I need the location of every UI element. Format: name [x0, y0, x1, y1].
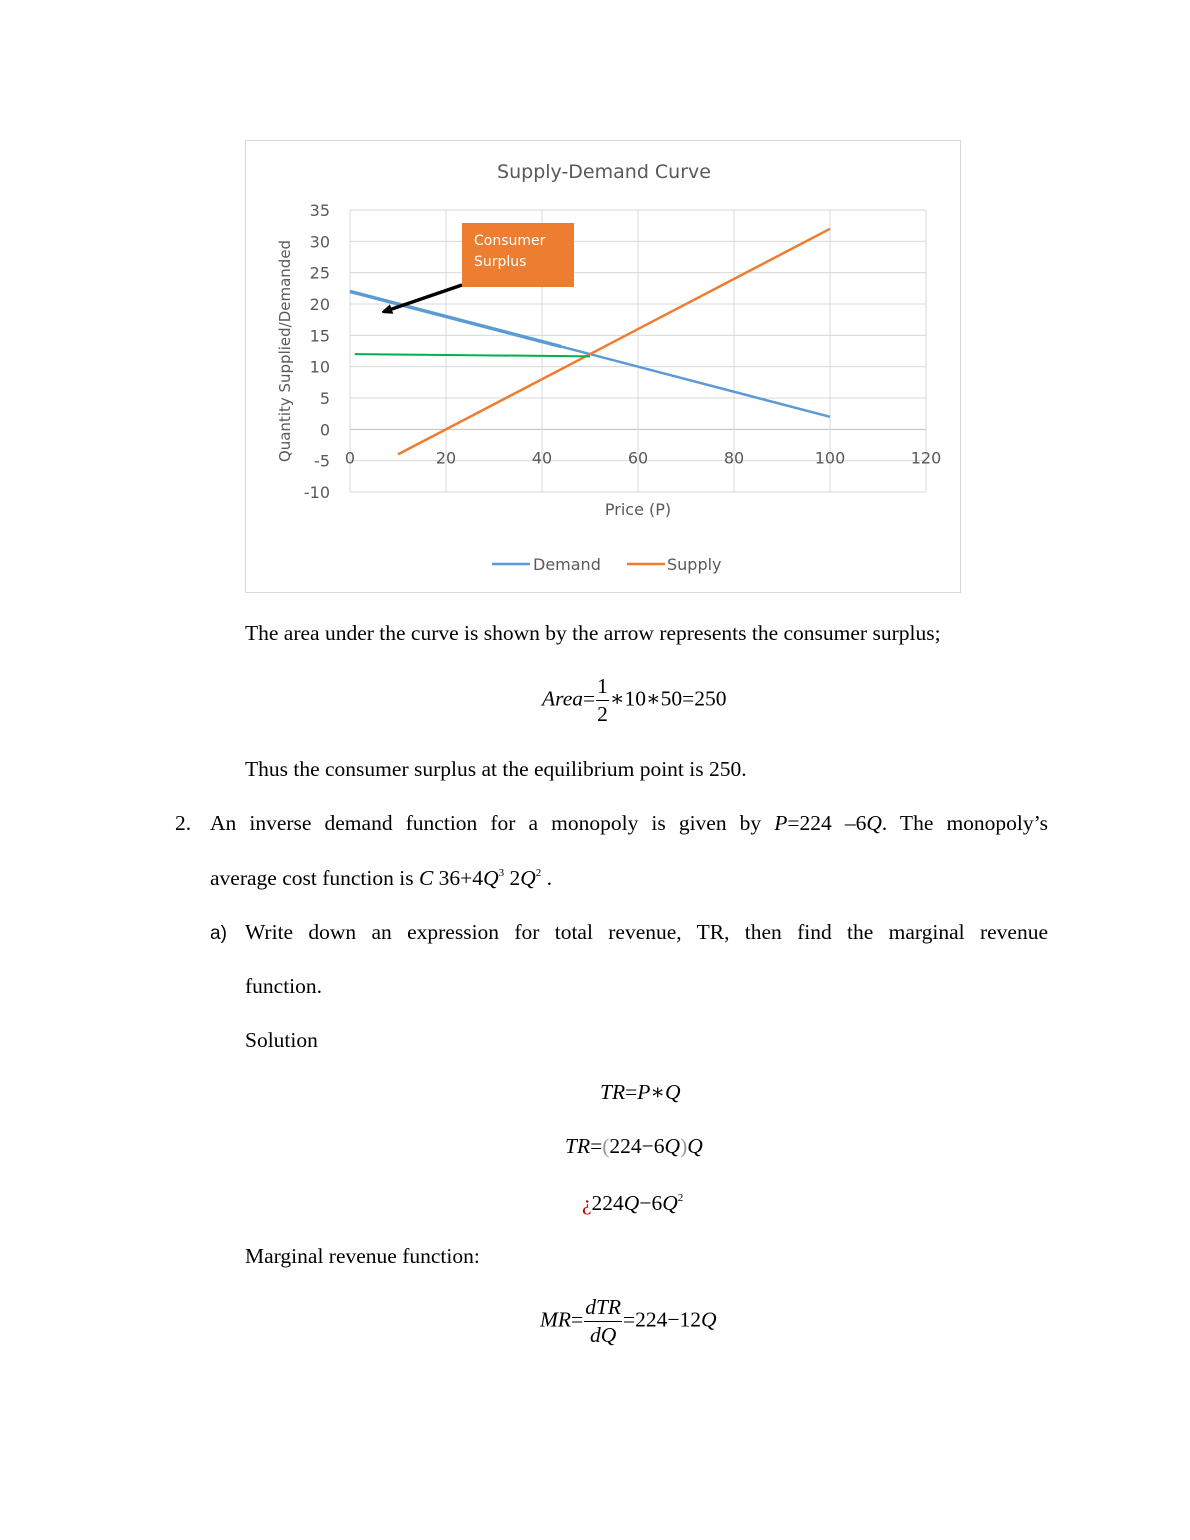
eq-area-num: 1	[596, 676, 609, 701]
q2-exp1: 3	[498, 867, 505, 879]
equation-tr-1	[600, 1080, 681, 1105]
eq-area-fraction	[596, 676, 609, 725]
mr-den: dQ	[589, 1322, 617, 1347]
q2-text-a: An inverse demand function for a monopoly is given by	[210, 811, 762, 835]
eq-area-lhs: Area	[542, 686, 583, 711]
chart-tick-labels	[304, 201, 941, 502]
tr2-open: (	[602, 1134, 610, 1158]
tr3-a: 224	[591, 1191, 624, 1215]
tr1-op: ∗	[650, 1080, 665, 1104]
q2-text-b: . The monopoly’s	[881, 811, 1048, 835]
q2-eq: =224 –6	[787, 811, 867, 835]
eq-area-equals: =	[583, 686, 596, 711]
tr3-q2: Q	[662, 1191, 678, 1215]
paragraph-consumer-surplus: The area under the curve is shown by the arrow represents the consumer surplus;	[245, 621, 941, 645]
tr1-lhs: TR	[600, 1080, 626, 1104]
tr1-p: P	[637, 1080, 651, 1104]
mr-rest: =224−12	[623, 1307, 702, 1332]
q2-c1: 36+4	[433, 866, 484, 890]
marginal-revenue-label: Marginal revenue function:	[245, 1244, 480, 1268]
tr3-exp: 2	[677, 1192, 684, 1204]
mr-fraction	[584, 1297, 622, 1346]
y-tick-label: 10	[309, 357, 330, 377]
legend-supply-label: Supply	[667, 555, 722, 574]
equation-tr-3	[582, 1191, 683, 1216]
x-tick-label: 120	[910, 448, 942, 468]
tr2-lhs: TR	[565, 1134, 591, 1158]
x-axis-label: Price (P)	[604, 500, 672, 519]
y-tick-label: 25	[309, 263, 330, 283]
question-2-number: 2.	[175, 811, 192, 835]
q2-c2: 2	[504, 866, 521, 890]
consumer-surplus-callout	[462, 223, 574, 287]
consumer-surplus-arrow	[386, 285, 462, 311]
tr2-body: 224−6	[609, 1134, 665, 1158]
question-2-line-2	[210, 866, 552, 891]
y-tick-label: -5	[314, 451, 330, 471]
mr-lhs: MR	[540, 1307, 572, 1332]
part-a-letter: a)	[210, 923, 227, 944]
tr2-close: )	[680, 1134, 688, 1158]
chart-title: Supply-Demand Curve	[497, 161, 711, 183]
y-tick-label: -10	[303, 483, 330, 502]
y-tick-label: 15	[309, 326, 330, 346]
tr1-eq: =	[625, 1080, 638, 1104]
y-tick-label: 35	[309, 201, 330, 220]
y-tick-label: 20	[309, 295, 330, 314]
y-tick-label: 30	[309, 232, 330, 252]
chart-canvas	[246, 141, 962, 594]
x-tick-label: 40	[531, 448, 553, 468]
q2-q: Q	[866, 811, 882, 835]
equilibrium-line	[355, 354, 590, 356]
question-2-line-1	[210, 811, 1048, 836]
solution-heading: Solution	[245, 1028, 318, 1052]
x-tick-label: 80	[723, 448, 745, 468]
eq-area-den: 2	[597, 701, 608, 726]
tr3-q: Q	[623, 1191, 640, 1215]
eq-area-rest: ∗10∗50=250	[609, 686, 727, 711]
q2-exp2: 2	[535, 867, 542, 879]
tr1-q: Q	[665, 1080, 681, 1104]
equation-tr-2	[565, 1134, 703, 1159]
paragraph-equilibrium: Thus the consumer surplus at the equilibrium point is 250.	[245, 757, 747, 781]
legend-demand-label: Demand	[533, 555, 601, 574]
tr2-q2: Q	[687, 1134, 703, 1158]
q2-text-d: .	[541, 866, 552, 890]
q2-q2: Q	[520, 866, 536, 890]
mr-num: dTR	[584, 1297, 622, 1322]
q2-q1: Q	[483, 866, 499, 890]
y-tick-label: 5	[319, 389, 330, 408]
part-a-line-2: function.	[245, 974, 323, 998]
chart-series	[350, 229, 830, 455]
tr2-eq: =	[590, 1134, 603, 1158]
tr2-q: Q	[664, 1134, 681, 1158]
supply-demand-chart	[245, 140, 961, 593]
legend	[492, 555, 722, 574]
mr-q: Q	[701, 1307, 717, 1332]
x-tick-label: 100	[814, 448, 846, 468]
tr3-mid: −6	[639, 1191, 663, 1215]
tr3-lead: ¿	[582, 1191, 592, 1215]
demand-emphasis-line	[350, 291, 561, 346]
part-a-line-1: Write down an expression for total revenue, TR, then find the marginal revenue	[245, 920, 1048, 944]
y-tick-label: 0	[319, 420, 330, 440]
q2-p: P	[774, 811, 788, 835]
consumer-surplus-label: Consumer Surplus	[474, 233, 546, 270]
mr-eq: =	[571, 1307, 584, 1332]
equation-mr	[540, 1297, 717, 1346]
x-tick-label: 60	[627, 448, 649, 468]
y-axis-label: Quantity Supplied/Demanded	[276, 239, 294, 463]
q2-text-c: average cost function is	[210, 866, 414, 890]
equation-area	[542, 676, 727, 725]
x-tick-label: 20	[435, 448, 457, 468]
x-tick-label: 0	[344, 448, 356, 468]
q2-c: C	[418, 866, 434, 890]
